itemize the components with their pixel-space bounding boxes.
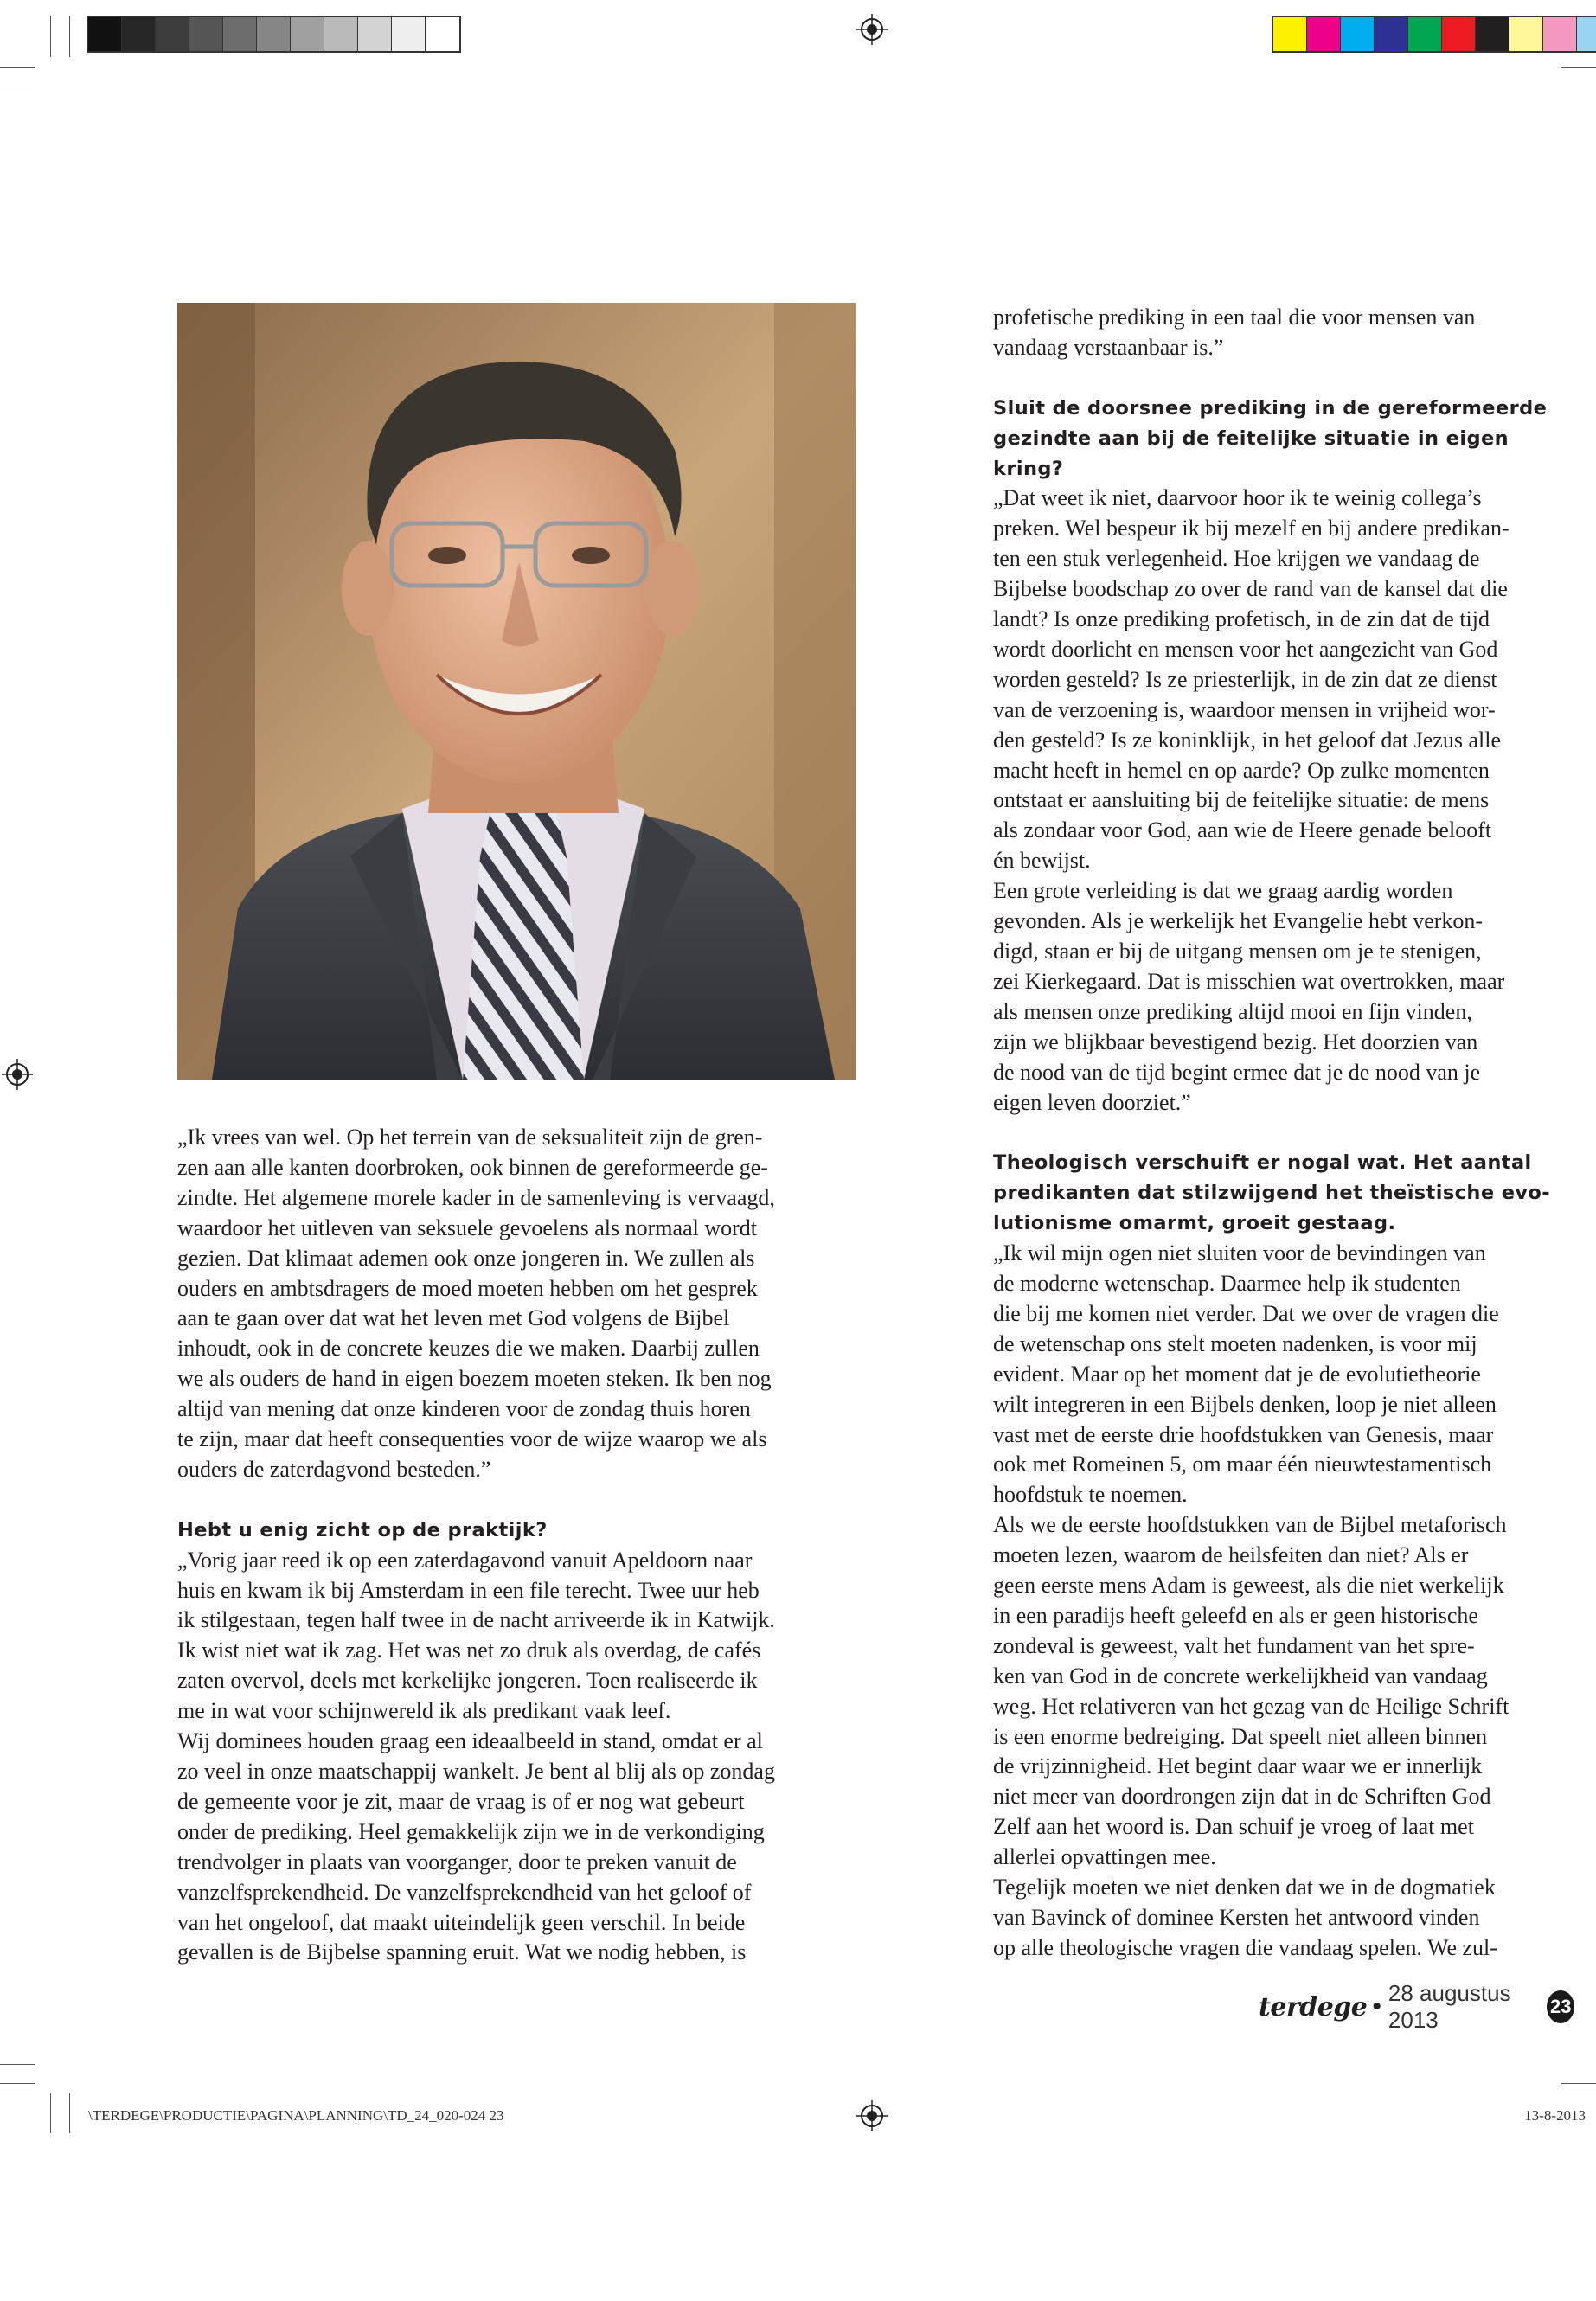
body-text-line: allerlei opvattingen mee. [993,1844,1216,1870]
body-text-line: we als ouders de hand in eigen boezem moeten steken. Ik ben nog [177,1366,772,1392]
body-text-line: me in wat voor schijnwereld ik als predikant vaak leef. [177,1698,671,1724]
interview-question-line: gezindte aan bij de feitelijke situatie in eigen [993,426,1509,450]
body-text-line: weg. Het relativeren van het gezag van de Heilige Schrift [993,1693,1509,1719]
body-text-line: ouders de zaterdagvond besteden.” [177,1456,491,1482]
interview-question-line: Sluit de doorsnee prediking in de gereformeerde [993,396,1548,420]
color-swatch [1408,17,1442,51]
body-text-line: ken van God in de concrete werkelijkheid van vandaag [993,1663,1488,1689]
body-text-line: huis en kwam ik bij Amsterdam in een file terecht. Twee uur heb [177,1577,760,1603]
body-text-line: wilt integreren in een Bijbels denken, loop je niet alleen [993,1391,1497,1417]
body-text-line: zondeval is geweest, valt het fundament van het spre- [993,1632,1475,1658]
body-text-line: Een grote verleiding is dat we graag aardig worden [993,878,1453,904]
body-text-line: zen aan alle kanten doorbroken, ook binnen de gereformeerde ge- [177,1154,768,1180]
body-text-line: onder de prediking. Heel gemakkelijk zijn we in de verkondiging [177,1818,765,1844]
body-text-line: vanzelfsprekendheid. De vanzelfsprekendheid van het geloof of [177,1879,752,1905]
color-swatch [1375,17,1408,51]
color-swatch [291,17,324,51]
body-text-line: van Bavinck of dominee Kersten het antwoord vinden [993,1905,1480,1930]
body-text-line: de wetenschap ons stelt moeten nadenken, is voor mij [993,1330,1477,1356]
body-text-line: wordt doorlicht en mensen voor het aangezicht van God [993,636,1498,662]
body-text-line: macht heeft in hemel en op aarde? Op zulke momenten [993,757,1490,783]
paragraph-gap [177,1485,856,1516]
paragraph-gap [993,1118,1574,1148]
color-swatch [1509,17,1543,51]
page-footer [1259,1980,1574,2033]
body-text-line: op alle theologische vragen die vandaag spelen. We zul- [993,1934,1497,1960]
body-text-line: gevallen is de Bijbelse spanning eruit. Wat we nodig hebben, is [177,1939,747,1965]
body-text-line: „Ik vrees van wel. Op het terrein van de seksualiteit zijn de gren- [177,1125,763,1150]
interview-question-line: predikanten dat stilzwijgend het theïstische evo- [993,1182,1551,1205]
crop-mark [1561,67,1596,68]
color-swatch [189,17,223,51]
left-text-column [177,1123,856,1968]
body-text-line: Ik wist niet wat ik zag. Het was net zo druk als overdag, de cafés [177,1638,761,1663]
body-text-line: ontstaat er aansluiting bij de feitelijke situatie: de mens [993,787,1490,813]
page-number: 23 [1547,1990,1574,2023]
body-text-line: inhoudt, ook in de concrete keuzes die we maken. Daarbij zullen [177,1336,760,1362]
body-text-line: als mensen onze prediking altijd mooi en fijn vinden, [993,998,1472,1024]
body-text-line: te zijn, maar dat heeft consequenties voor de wijze waarop we als [177,1426,767,1452]
body-text-line: „Ik wil mijn ogen niet sluiten voor de bevindingen van [993,1240,1486,1266]
body-text-line: de gemeente voor je zit, maar de vraag is of er nog wat gebeurt [177,1788,745,1814]
body-text-line: is een enorme bedreiging. Dat speelt niet alleen binnen [993,1723,1488,1749]
grayscale-color-bar [87,16,461,53]
crop-mark [50,16,51,57]
body-text-line: gevonden. Als je werkelijk het Evangelie hebt verkon- [993,908,1484,934]
interview-question-line: lutionisme omarmt, groeit gestaag. [993,1212,1396,1235]
color-swatch [223,17,257,51]
body-text-line: ouders en ambtsdragers de moed moeten hebben om het gesprek [177,1275,758,1301]
color-swatch [1273,17,1307,51]
body-text-line: waardoor het uitleven van seksuele gevoelens als normaal wordt [177,1215,757,1240]
magazine-brand: terdege [1259,1991,1368,2022]
body-text-line: preken. Wel bespeur ik bij mezelf en bij andere predikan- [993,516,1509,542]
registration-mark-icon [856,14,888,45]
footer-separator: • [1372,1992,1381,2021]
body-text-line: als zondaar voor God, aan wie de Heere genade belooft [993,817,1492,843]
body-text-line: zo veel in onze maatschappij wankelt. Je bent al blij als op zondag [177,1759,775,1785]
crop-mark [69,2093,70,2133]
body-text-line: die bij me komen niet verder. Dat we over de vragen die [993,1300,1499,1326]
color-swatch [1476,17,1509,51]
interview-question-line: kring? [993,457,1064,480]
body-text-line: de moderne wetenschap. Daarmee help ik studenten [993,1270,1461,1296]
body-text-line: evident. Maar op het moment dat je de evolutietheorie [993,1361,1481,1387]
body-text-line: trendvolger in plaats van voorganger, door te preken vanuit de [177,1849,737,1875]
issue-date: 28 augustus 2013 [1388,1980,1511,2033]
crop-mark [50,2093,51,2133]
body-text-line: Tegelijk moeten we niet denken dat we in de dogmatiek [993,1875,1496,1900]
body-text-line: de nood van de tijd begint ermee dat je de nood van je [993,1059,1481,1085]
color-swatch [1442,17,1476,51]
body-text-line: worden gesteld? Is ze priesterlijk, in de zin dat ze dienst [993,666,1497,692]
body-text-line: de vrijzinnigheid. Het begint daar waar we er innerlijk [993,1753,1483,1779]
color-swatch [1341,17,1375,51]
color-swatch [324,17,358,51]
body-text-line: „Dat weet ik niet, daarvoor hoor ik te weinig collega’s [993,485,1482,511]
crop-mark [1561,2083,1596,2084]
color-swatch [426,17,459,51]
body-text-line: altijd van mening dat onze kinderen voor de zondag thuis horen [177,1396,751,1422]
print-slug-path: \TERDEGE\PRODUCTIE\PAGINA\PLANNING\TD_24_020-024 23 [88,2107,504,2124]
body-text-line: profetische prediking in een taal die voor mensen van [993,304,1476,330]
body-text-line: den gesteld? Is ze koninklijk, in het geloof dat Jezus alle [993,727,1501,753]
portrait-photo [177,303,856,1080]
body-text-line: ten een stuk verlegenheid. Hoe krijgen we vandaag de [993,546,1480,572]
body-text-line: „Vorig jaar reed ik op een zaterdagavond vanuit Apeldoorn naar [177,1547,753,1573]
color-swatch [1543,17,1577,51]
print-slug-date: 13-8-2013 [1524,2107,1586,2124]
body-text-line: geen eerste mens Adam is geweest, als die niet werkelijk [993,1573,1504,1599]
crop-mark [69,16,70,57]
body-text-line: én bewijst. [993,848,1091,874]
body-text-line: Wij dominees houden graag een ideaalbeeld in stand, omdat er al [177,1728,763,1754]
body-text-line: van de verzoening is, waardoor mensen in vrijheid wor- [993,696,1496,722]
body-text-line: vandaag verstaanbaar is.” [993,334,1224,360]
color-swatch [257,17,291,51]
color-swatch [1577,17,1596,51]
color-swatch [358,17,392,51]
paragraph-gap [993,363,1574,394]
body-text-line: niet meer van doordrongen zijn dat in de Schriften God [993,1784,1491,1810]
color-swatch [1307,17,1341,51]
process-color-bar [1272,16,1596,53]
body-text-line: moeten lezen, waarom de heilsfeiten dan niet? Als er [993,1542,1469,1568]
body-text-line: Als we de eerste hoofdstukken van de Bijbel metaforisch [993,1512,1507,1538]
body-text-line: gezien. Dat klimaat ademen ook onze jongeren in. We zullen als [177,1245,755,1271]
color-swatch [122,17,156,51]
registration-mark-icon [2,1059,33,1090]
body-text-line: vast met de eerste drie hoofdstukken van Genesis, maar [993,1421,1494,1447]
body-text-line: aan te gaan over dat wat het leven met God volgens de Bijbel [177,1305,730,1331]
crop-mark [0,2064,35,2065]
color-swatch [88,17,122,51]
body-text-line: van het ongeloof, dat maakt uiteindelijk geen verschil. In beide [177,1909,746,1935]
crop-mark [0,67,35,68]
body-text-line: zei Kierkegaard. Dat is misschien wat overtrokken, maar [993,968,1505,994]
body-text-line: ik stilgestaan, tegen half twee in de nacht arriveerde ik in Katwijk. [177,1607,775,1633]
body-text-line: hoofdstuk te noemen. [993,1482,1188,1508]
color-swatch [392,17,426,51]
body-text-line: in een paradijs heeft geleefd en als er geen historische [993,1602,1478,1628]
body-text-line: digd, staan er bij de uitgang mensen om je te stenigen, [993,939,1482,965]
registration-mark-icon [856,2100,888,2131]
body-text-line: zindte. Het algemene morele kader in de samenleving is vervaagd, [177,1184,775,1210]
body-text-line: Bijbelse boodschap zo over de rand van de kansel dat die [993,576,1508,602]
color-swatch [156,17,189,51]
crop-mark [0,2083,35,2084]
body-text-line: Zelf aan het woord is. Dan schuif je vroeg of laat met [993,1814,1474,1840]
right-text-column [993,303,1574,1964]
body-text-line: zaten overvol, deels met kerkelijke jongeren. Toen realiseerde ik [177,1668,758,1694]
interview-question-line: Hebt u enig zicht op de praktijk? [177,1518,548,1541]
body-text-line: zijn we blijkbaar bevestigend bezig. Het doorzien van [993,1029,1478,1054]
body-text-line: eigen leven doorziet.” [993,1089,1191,1115]
body-text-line: ook met Romeinen 5, om maar één nieuwtestamentisch [993,1452,1492,1477]
interview-question-line: Theologisch verschuift er nogal wat. Het aantal [993,1151,1532,1175]
body-text-line: landt? Is onze prediking profetisch, in de zin dat de tijd [993,606,1490,632]
